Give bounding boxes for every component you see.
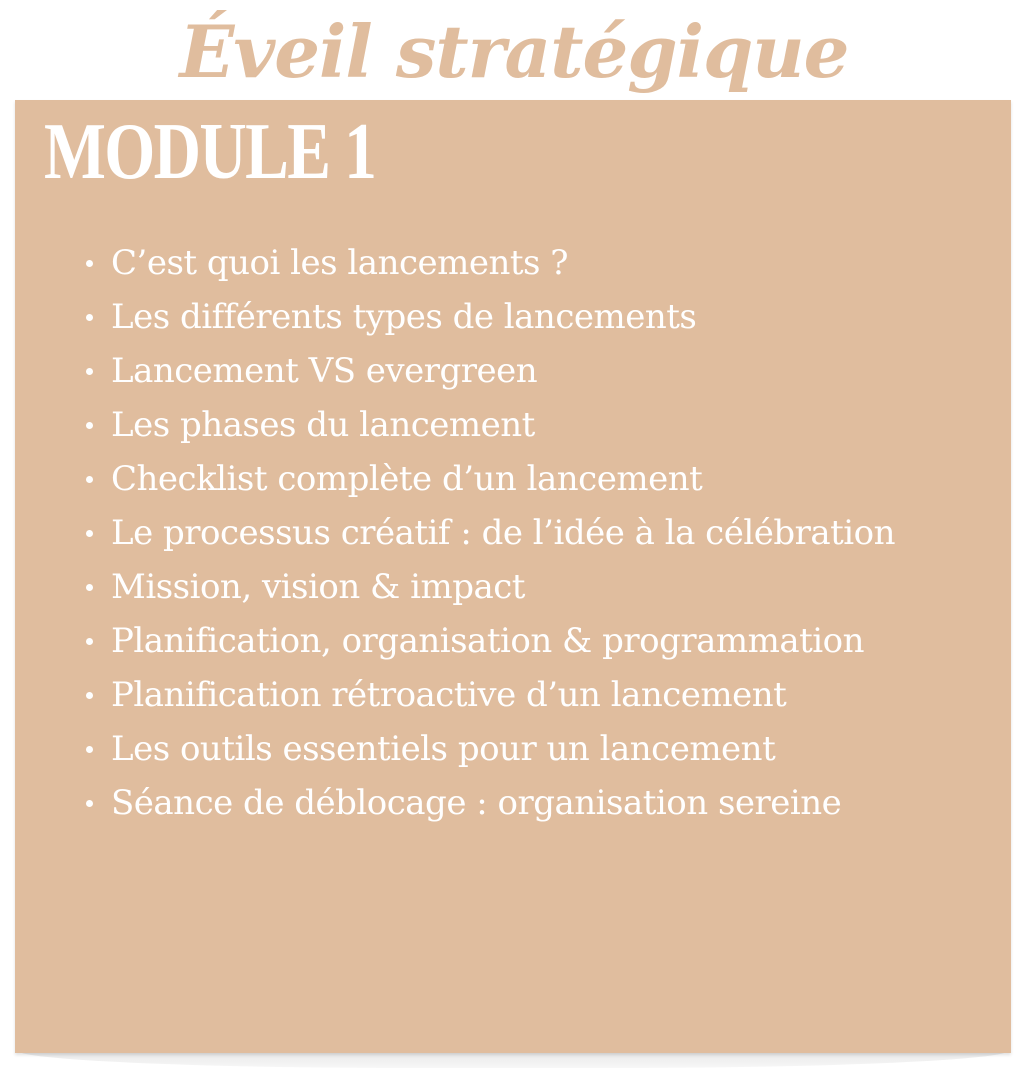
bullet-icon — [86, 800, 93, 807]
script-title: Éveil stratégique — [179, 9, 849, 94]
topic-list — [84, 236, 895, 830]
topic-label: Planification, organisation & programmation — [111, 621, 865, 661]
list-item — [84, 290, 895, 344]
bullet-icon — [86, 584, 93, 591]
topic-label: C’est quoi les lancements ? — [111, 243, 569, 283]
bullet-icon — [86, 692, 93, 699]
list-item — [84, 344, 895, 398]
bullet-icon — [86, 476, 93, 483]
list-item — [84, 722, 895, 776]
bullet-icon — [86, 530, 93, 537]
list-item — [84, 506, 895, 560]
topic-label: Les phases du lancement — [111, 405, 535, 445]
bullet-icon — [86, 746, 93, 753]
topic-label: Le processus créatif : de l’idée à la célébration — [111, 513, 896, 553]
topic-label: Planification rétroactive d’un lancement — [111, 675, 787, 715]
topic-label: Séance de déblocage : organisation sereine — [111, 783, 842, 823]
module-title: MODULE 1 — [44, 108, 376, 196]
list-item — [84, 452, 895, 506]
list-item — [84, 560, 895, 614]
bullet-icon — [86, 638, 93, 645]
list-item — [84, 668, 895, 722]
list-item — [84, 776, 895, 830]
bullet-icon — [86, 422, 93, 429]
topic-label: Les outils essentiels pour un lancement — [111, 729, 776, 769]
topic-label: Lancement VS evergreen — [111, 351, 538, 391]
bullet-icon — [86, 314, 93, 321]
topic-label: Mission, vision & impact — [111, 567, 525, 607]
topic-label: Les différents types de lancements — [111, 297, 697, 337]
list-item — [84, 236, 895, 290]
topic-label: Checklist complète d’un lancement — [111, 459, 703, 499]
bullet-icon — [86, 368, 93, 375]
bullet-icon — [86, 260, 93, 267]
list-item — [84, 398, 895, 452]
list-item — [84, 614, 895, 668]
